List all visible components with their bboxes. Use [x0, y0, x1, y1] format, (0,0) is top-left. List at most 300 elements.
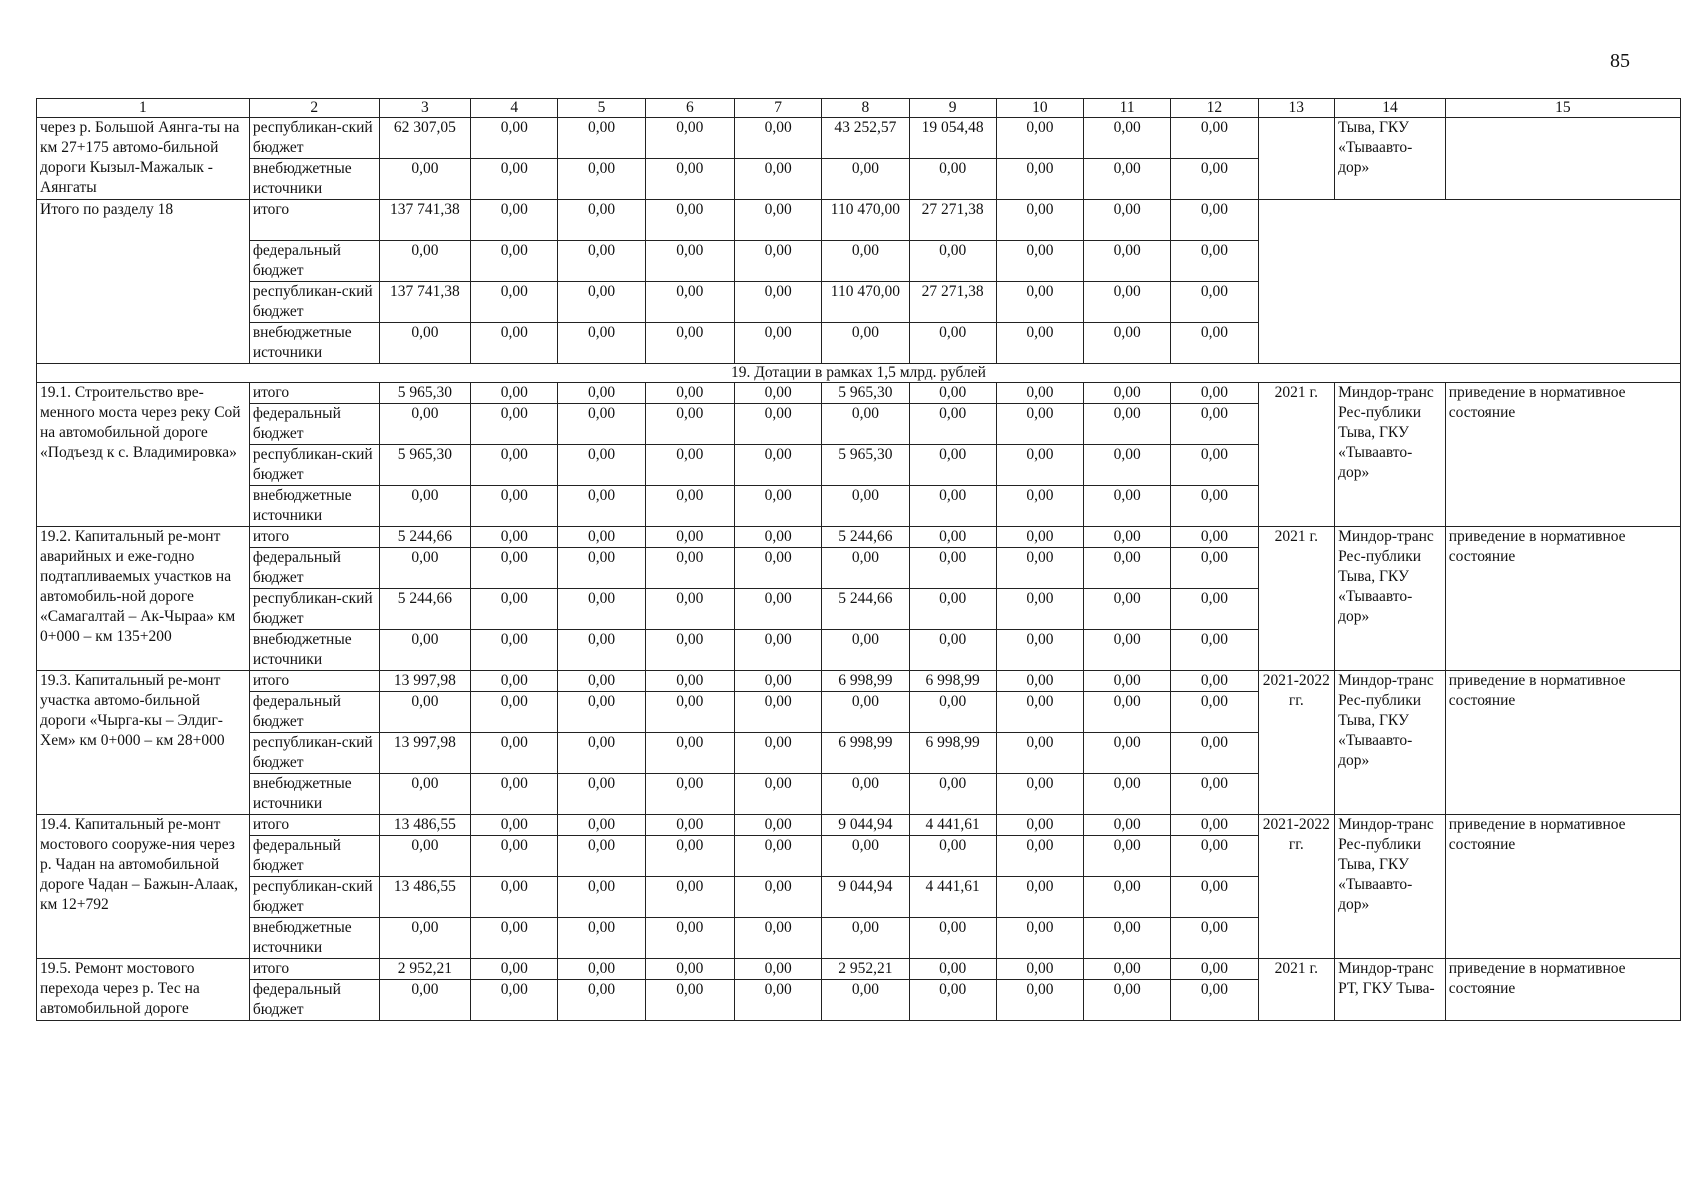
value-cell: 0,00: [1171, 323, 1258, 364]
value-cell: 0,00: [909, 692, 996, 733]
funding-source: внебюджетные источники: [249, 630, 379, 671]
funding-source: внебюджетные источники: [249, 774, 379, 815]
funding-source: республикан-ский бюджет: [249, 118, 379, 159]
value-cell: 62 307,05: [379, 118, 471, 159]
value-cell: 0,00: [996, 918, 1083, 959]
value-cell: 0,00: [645, 118, 734, 159]
value-cell: 0,00: [735, 527, 822, 548]
value-cell: 0,00: [471, 527, 558, 548]
value-cell: 5 244,66: [822, 589, 909, 630]
value-cell: 0,00: [1171, 815, 1258, 836]
value-cell: 0,00: [379, 692, 471, 733]
value-cell: 0,00: [1171, 159, 1258, 200]
executor: Миндор-транс Рес-публики Тыва, ГКУ «Тываавто-дор»: [1335, 527, 1446, 671]
value-cell: 0,00: [735, 159, 822, 200]
value-cell: 0,00: [822, 630, 909, 671]
value-cell: 0,00: [379, 159, 471, 200]
value-cell: 0,00: [1171, 486, 1258, 527]
value-cell: 0,00: [558, 671, 645, 692]
funding-source: республикан-ский бюджет: [249, 589, 379, 630]
value-cell: 0,00: [735, 918, 822, 959]
value-cell: 0,00: [471, 159, 558, 200]
value-cell: 0,00: [822, 692, 909, 733]
value-cell: 0,00: [558, 383, 645, 404]
value-cell: 0,00: [645, 486, 734, 527]
value-cell: 0,00: [1084, 548, 1171, 589]
value-cell: 0,00: [379, 836, 471, 877]
result-cell: приведение в нормативное состояние: [1445, 671, 1680, 815]
value-cell: 0,00: [1084, 815, 1171, 836]
value-cell: 0,00: [1171, 918, 1258, 959]
item-name: через р. Большой Аянга-ты на км 27+175 автомо-бильной дороги Кызыл-Мажалык - Аянгаты: [37, 118, 250, 200]
value-cell: 0,00: [909, 445, 996, 486]
value-cell: 0,00: [735, 404, 822, 445]
value-cell: 13 997,98: [379, 671, 471, 692]
value-cell: 6 998,99: [909, 733, 996, 774]
value-cell: 0,00: [1084, 692, 1171, 733]
value-cell: 0,00: [822, 323, 909, 364]
value-cell: 0,00: [1084, 671, 1171, 692]
value-cell: 0,00: [558, 241, 645, 282]
value-cell: 0,00: [735, 548, 822, 589]
value-cell: 0,00: [1084, 836, 1171, 877]
funding-source: итого: [249, 200, 379, 241]
value-cell: 0,00: [645, 527, 734, 548]
value-cell: 0,00: [909, 383, 996, 404]
funding-source: федеральный бюджет: [249, 548, 379, 589]
value-cell: 0,00: [471, 404, 558, 445]
value-cell: 0,00: [645, 918, 734, 959]
value-cell: 0,00: [822, 241, 909, 282]
value-cell: 0,00: [1084, 159, 1171, 200]
funding-source: итого: [249, 383, 379, 404]
column-header: 7: [735, 99, 822, 118]
value-cell: 5 244,66: [822, 527, 909, 548]
header-row: [37, 99, 1681, 118]
value-cell: 0,00: [558, 692, 645, 733]
value-cell: 0,00: [735, 774, 822, 815]
value-cell: 0,00: [1084, 527, 1171, 548]
value-cell: 0,00: [379, 486, 471, 527]
term-cell: 2021-2022 гг.: [1258, 671, 1335, 815]
value-cell: 0,00: [735, 383, 822, 404]
value-cell: 0,00: [822, 486, 909, 527]
value-cell: 0,00: [909, 589, 996, 630]
value-cell: 0,00: [471, 241, 558, 282]
value-cell: 0,00: [379, 774, 471, 815]
value-cell: 0,00: [558, 589, 645, 630]
value-cell: 0,00: [471, 118, 558, 159]
value-cell: 0,00: [1171, 774, 1258, 815]
column-header: 13: [1258, 99, 1335, 118]
item-name: 19.4. Капитальный ре-монт мостового сооруже-ния через р. Чадан на автомобильной дороге Чадан – Бажын-Алаак, км 12+792: [37, 815, 250, 959]
value-cell: 0,00: [1084, 404, 1171, 445]
column-header: 12: [1171, 99, 1258, 118]
value-cell: 0,00: [558, 630, 645, 671]
term-cell: 2021-2022 гг.: [1258, 815, 1335, 959]
value-cell: 0,00: [558, 918, 645, 959]
value-cell: 0,00: [471, 980, 558, 1021]
value-cell: 0,00: [996, 836, 1083, 877]
value-cell: 0,00: [1171, 836, 1258, 877]
value-cell: 0,00: [996, 589, 1083, 630]
value-cell: 0,00: [558, 159, 645, 200]
value-cell: 0,00: [471, 323, 558, 364]
value-cell: 0,00: [1084, 733, 1171, 774]
funding-source: федеральный бюджет: [249, 404, 379, 445]
value-cell: 0,00: [1171, 548, 1258, 589]
term-cell: 2021 г.: [1258, 527, 1335, 671]
funding-source: федеральный бюджет: [249, 692, 379, 733]
value-cell: 0,00: [1171, 118, 1258, 159]
value-cell: 0,00: [471, 486, 558, 527]
value-cell: 0,00: [735, 980, 822, 1021]
value-cell: 0,00: [645, 671, 734, 692]
value-cell: 0,00: [471, 630, 558, 671]
value-cell: 0,00: [909, 404, 996, 445]
value-cell: 0,00: [996, 486, 1083, 527]
value-cell: 0,00: [909, 630, 996, 671]
value-cell: 5 965,30: [822, 383, 909, 404]
value-cell: 0,00: [735, 692, 822, 733]
value-cell: 0,00: [1084, 200, 1171, 241]
value-cell: 0,00: [996, 630, 1083, 671]
value-cell: 0,00: [996, 323, 1083, 364]
value-cell: 0,00: [996, 774, 1083, 815]
value-cell: 0,00: [558, 323, 645, 364]
value-cell: 0,00: [645, 548, 734, 589]
column-header: 10: [996, 99, 1083, 118]
item-name: 19.1. Строительство вре-менного моста через реку Сой на автомобильной дороге «Подъезд к с. Владимировка»: [37, 383, 250, 527]
value-cell: 0,00: [645, 877, 734, 918]
value-cell: 6 998,99: [822, 733, 909, 774]
value-cell: 137 741,38: [379, 200, 471, 241]
value-cell: 0,00: [822, 980, 909, 1021]
value-cell: 0,00: [1084, 282, 1171, 323]
value-cell: 0,00: [822, 918, 909, 959]
value-cell: 4 441,61: [909, 877, 996, 918]
column-header: 4: [471, 99, 558, 118]
column-header: 3: [379, 99, 471, 118]
item-name: 19.3. Капитальный ре-монт участка автомо-бильной дороги «Чырга-кы – Элдиг-Хем» км 0+000 – км 28+000: [37, 671, 250, 815]
value-cell: 13 997,98: [379, 733, 471, 774]
value-cell: 0,00: [909, 527, 996, 548]
term-cell: [1258, 118, 1335, 200]
value-cell: 0,00: [996, 200, 1083, 241]
value-cell: 0,00: [471, 200, 558, 241]
funding-source: республикан-ский бюджет: [249, 445, 379, 486]
value-cell: 0,00: [909, 980, 996, 1021]
value-cell: 2 952,21: [822, 959, 909, 980]
executor: Миндор-транс Рес-публики Тыва, ГКУ «Тываавто-дор»: [1335, 815, 1446, 959]
value-cell: 0,00: [558, 282, 645, 323]
value-cell: 0,00: [996, 118, 1083, 159]
value-cell: 0,00: [1171, 671, 1258, 692]
column-header: 11: [1084, 99, 1171, 118]
value-cell: 0,00: [996, 159, 1083, 200]
value-cell: 0,00: [735, 241, 822, 282]
value-cell: 0,00: [735, 877, 822, 918]
value-cell: 0,00: [471, 836, 558, 877]
executor: Миндор-транс Рес-публики Тыва, ГКУ «Тываавто-дор»: [1335, 671, 1446, 815]
value-cell: 0,00: [1084, 918, 1171, 959]
value-cell: 0,00: [1171, 589, 1258, 630]
value-cell: 6 998,99: [909, 671, 996, 692]
value-cell: 0,00: [996, 527, 1083, 548]
value-cell: 0,00: [558, 118, 645, 159]
empty-cell: [1258, 200, 1681, 364]
funding-source: итого: [249, 815, 379, 836]
value-cell: 0,00: [645, 589, 734, 630]
value-cell: 0,00: [471, 877, 558, 918]
result-cell: приведение в нормативное состояние: [1445, 527, 1680, 671]
value-cell: 0,00: [1084, 959, 1171, 980]
section-title: 19. Дотации в рамках 1,5 млрд. рублей: [37, 364, 1681, 383]
funding-source: итого: [249, 671, 379, 692]
value-cell: 0,00: [645, 692, 734, 733]
funding-source: федеральный бюджет: [249, 980, 379, 1021]
item-name: 19.2. Капитальный ре-монт аварийных и еже-годно подтапливаемых участков на автомобиль-ной дороге «Самагалтай – Ак-Чыраа» км 0+000 – км 135+200: [37, 527, 250, 671]
value-cell: 27 271,38: [909, 282, 996, 323]
value-cell: 0,00: [471, 282, 558, 323]
value-cell: 0,00: [1171, 404, 1258, 445]
value-cell: 0,00: [471, 918, 558, 959]
executor: Миндор-транс РТ, ГКУ Тыва-: [1335, 959, 1446, 1021]
value-cell: 0,00: [379, 630, 471, 671]
value-cell: 0,00: [645, 630, 734, 671]
value-cell: 0,00: [471, 774, 558, 815]
table-row: [37, 118, 1681, 159]
value-cell: 0,00: [645, 836, 734, 877]
column-header: 2: [249, 99, 379, 118]
value-cell: 0,00: [645, 959, 734, 980]
value-cell: 110 470,00: [822, 282, 909, 323]
budget-table: [36, 98, 1681, 1021]
value-cell: 0,00: [735, 630, 822, 671]
value-cell: 0,00: [558, 486, 645, 527]
value-cell: 110 470,00: [822, 200, 909, 241]
funding-source: республикан-ский бюджет: [249, 733, 379, 774]
value-cell: 0,00: [471, 692, 558, 733]
column-header: 1: [37, 99, 250, 118]
value-cell: 0,00: [558, 733, 645, 774]
value-cell: 27 271,38: [909, 200, 996, 241]
value-cell: 0,00: [735, 836, 822, 877]
value-cell: 0,00: [735, 959, 822, 980]
column-header: 15: [1445, 99, 1680, 118]
value-cell: 0,00: [379, 241, 471, 282]
term-cell: 2021 г.: [1258, 383, 1335, 527]
value-cell: 0,00: [645, 445, 734, 486]
value-cell: 5 244,66: [379, 527, 471, 548]
value-cell: 0,00: [996, 445, 1083, 486]
value-cell: 0,00: [471, 445, 558, 486]
funding-source: республикан-ский бюджет: [249, 877, 379, 918]
value-cell: 0,00: [645, 733, 734, 774]
value-cell: 0,00: [1084, 383, 1171, 404]
value-cell: 0,00: [379, 980, 471, 1021]
table-row: [37, 671, 1681, 692]
executor: Тыва, ГКУ «Тываавто-дор»: [1335, 118, 1446, 200]
value-cell: 0,00: [996, 692, 1083, 733]
value-cell: 0,00: [1084, 118, 1171, 159]
value-cell: 0,00: [645, 404, 734, 445]
value-cell: 0,00: [471, 383, 558, 404]
value-cell: 0,00: [379, 918, 471, 959]
funding-source: внебюджетные источники: [249, 486, 379, 527]
value-cell: 0,00: [996, 815, 1083, 836]
funding-source: внебюджетные источники: [249, 159, 379, 200]
value-cell: 0,00: [909, 836, 996, 877]
value-cell: 0,00: [1084, 486, 1171, 527]
value-cell: 0,00: [471, 959, 558, 980]
value-cell: 0,00: [1171, 980, 1258, 1021]
value-cell: 0,00: [1084, 241, 1171, 282]
value-cell: 6 998,99: [822, 671, 909, 692]
value-cell: 0,00: [645, 383, 734, 404]
table-row: [37, 527, 1681, 548]
value-cell: 0,00: [909, 159, 996, 200]
column-header: 6: [645, 99, 734, 118]
value-cell: 0,00: [822, 548, 909, 589]
value-cell: 0,00: [1084, 980, 1171, 1021]
value-cell: 13 486,55: [379, 877, 471, 918]
value-cell: 0,00: [996, 383, 1083, 404]
value-cell: 0,00: [558, 774, 645, 815]
value-cell: 0,00: [379, 548, 471, 589]
value-cell: 0,00: [909, 241, 996, 282]
value-cell: 0,00: [558, 877, 645, 918]
value-cell: 0,00: [1084, 877, 1171, 918]
result-cell: приведение в нормативное состояние: [1445, 815, 1680, 959]
value-cell: 0,00: [735, 486, 822, 527]
value-cell: 0,00: [645, 774, 734, 815]
result-cell: [1445, 118, 1680, 200]
value-cell: 0,00: [735, 200, 822, 241]
value-cell: 0,00: [1084, 323, 1171, 364]
value-cell: 0,00: [558, 959, 645, 980]
funding-source: федеральный бюджет: [249, 836, 379, 877]
value-cell: 0,00: [909, 918, 996, 959]
value-cell: 0,00: [1171, 445, 1258, 486]
value-cell: 0,00: [558, 404, 645, 445]
section-row: [37, 364, 1681, 383]
value-cell: 0,00: [1084, 589, 1171, 630]
page-number: 85: [1610, 50, 1630, 72]
value-cell: 0,00: [645, 980, 734, 1021]
value-cell: 0,00: [735, 671, 822, 692]
result-cell: приведение в нормативное состояние: [1445, 383, 1680, 527]
value-cell: 0,00: [735, 815, 822, 836]
value-cell: 0,00: [379, 323, 471, 364]
value-cell: 0,00: [909, 774, 996, 815]
value-cell: 5 244,66: [379, 589, 471, 630]
value-cell: 0,00: [645, 323, 734, 364]
value-cell: 0,00: [471, 589, 558, 630]
value-cell: 0,00: [558, 200, 645, 241]
value-cell: 0,00: [996, 282, 1083, 323]
value-cell: 5 965,30: [379, 383, 471, 404]
value-cell: 0,00: [822, 836, 909, 877]
term-cell: 2021 г.: [1258, 959, 1335, 1021]
value-cell: 0,00: [996, 404, 1083, 445]
column-header: 9: [909, 99, 996, 118]
value-cell: 2 952,21: [379, 959, 471, 980]
value-cell: 0,00: [1171, 241, 1258, 282]
column-header: 8: [822, 99, 909, 118]
table-row: [37, 383, 1681, 404]
value-cell: 0,00: [558, 445, 645, 486]
value-cell: 0,00: [1084, 774, 1171, 815]
table-row: [37, 959, 1681, 980]
value-cell: 0,00: [558, 980, 645, 1021]
value-cell: 0,00: [1171, 630, 1258, 671]
value-cell: 0,00: [996, 241, 1083, 282]
value-cell: 0,00: [1084, 630, 1171, 671]
value-cell: 137 741,38: [379, 282, 471, 323]
funding-source: итого: [249, 959, 379, 980]
value-cell: 0,00: [909, 959, 996, 980]
value-cell: 0,00: [735, 323, 822, 364]
column-header: 14: [1335, 99, 1446, 118]
value-cell: 0,00: [909, 486, 996, 527]
value-cell: 0,00: [645, 241, 734, 282]
value-cell: 0,00: [822, 774, 909, 815]
value-cell: 0,00: [735, 589, 822, 630]
value-cell: 0,00: [558, 548, 645, 589]
value-cell: 0,00: [558, 836, 645, 877]
value-cell: 0,00: [909, 548, 996, 589]
value-cell: 0,00: [735, 282, 822, 323]
value-cell: 0,00: [735, 118, 822, 159]
value-cell: 0,00: [1171, 733, 1258, 774]
value-cell: 0,00: [822, 159, 909, 200]
funding-source: внебюджетные источники: [249, 323, 379, 364]
value-cell: 0,00: [645, 200, 734, 241]
value-cell: 0,00: [471, 733, 558, 774]
executor: Миндор-транс Рес-публики Тыва, ГКУ «Тываавто-дор»: [1335, 383, 1446, 527]
value-cell: 13 486,55: [379, 815, 471, 836]
value-cell: 0,00: [1171, 692, 1258, 733]
value-cell: 0,00: [471, 815, 558, 836]
value-cell: 0,00: [1171, 383, 1258, 404]
value-cell: 0,00: [996, 671, 1083, 692]
value-cell: 0,00: [909, 323, 996, 364]
value-cell: 0,00: [1084, 445, 1171, 486]
value-cell: 0,00: [735, 445, 822, 486]
value-cell: 5 965,30: [822, 445, 909, 486]
column-header: 5: [558, 99, 645, 118]
value-cell: 0,00: [996, 548, 1083, 589]
value-cell: 19 054,48: [909, 118, 996, 159]
value-cell: 0,00: [645, 282, 734, 323]
value-cell: 0,00: [471, 671, 558, 692]
value-cell: 0,00: [735, 733, 822, 774]
value-cell: 5 965,30: [379, 445, 471, 486]
value-cell: 0,00: [1171, 527, 1258, 548]
value-cell: 0,00: [645, 815, 734, 836]
value-cell: 0,00: [1171, 282, 1258, 323]
value-cell: 9 044,94: [822, 877, 909, 918]
value-cell: 0,00: [558, 815, 645, 836]
funding-source: республикан-ский бюджет: [249, 282, 379, 323]
funding-source: итого: [249, 527, 379, 548]
value-cell: 0,00: [1171, 200, 1258, 241]
value-cell: 0,00: [996, 959, 1083, 980]
table-row: [37, 815, 1681, 836]
value-cell: 43 252,57: [822, 118, 909, 159]
value-cell: 0,00: [379, 404, 471, 445]
